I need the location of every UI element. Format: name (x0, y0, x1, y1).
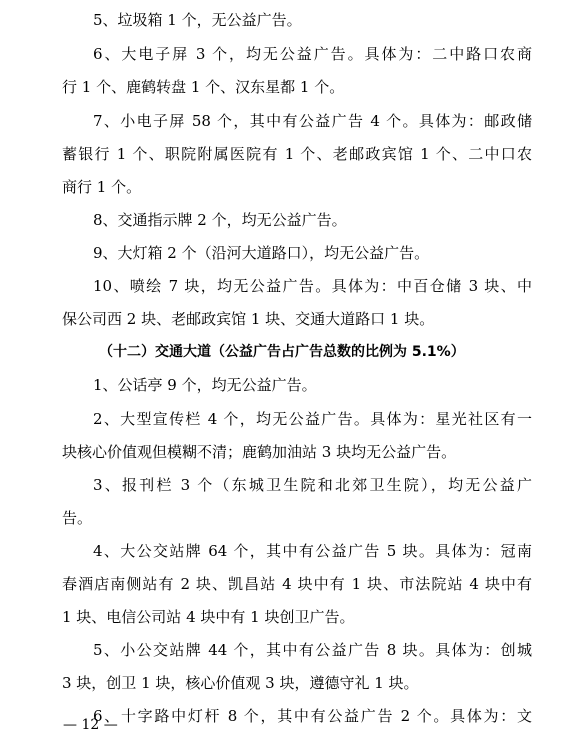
paragraph-line: 3 块，创卫 1 块，核心价值观 3 块，遵德守礼 1 块。 (62, 674, 419, 692)
section-heading: （十二）交通大道（公益广告占广告总数的比例为 5.1%） (99, 344, 465, 360)
paragraph-line: 行 1 个、鹿鹤转盘 1 个、汉东星都 1 个。 (62, 78, 345, 96)
paragraph-line: 商行 1 个。 (62, 178, 142, 196)
paragraph-line: 春酒店南侧站有 2 块、凯昌站 4 块中有 1 块、市法院站 4 块中有 (62, 575, 532, 593)
paragraph-line: 6、十字路中灯杆 8 个，其中有公益广告 2 个。具体为：文 (93, 707, 532, 725)
page-number: — 12 — (63, 717, 118, 733)
paragraph-line: 蓄银行 1 个、职院附属医院有 1 个、老邮政宾馆 1 个、二中口农 (62, 145, 532, 163)
paragraph-line: 7、小电子屏 58 个，其中有公益广告 4 个。具体为：邮政储 (93, 112, 532, 130)
paragraph-line: 4、大公交站牌 64 个，其中有公益广告 5 块。具体为：冠南 (93, 542, 532, 560)
paragraph-line: 1、公话亭 9 个，均无公益广告。 (93, 376, 317, 394)
paragraph-line: 5、小公交站牌 44 个，其中有公益广告 8 块。具体为：创城 (93, 641, 532, 659)
paragraph-line: 告。 (62, 509, 93, 527)
paragraph-line: 6、大电子屏 3 个，均无公益广告。具体为：二中路口农商 (93, 45, 532, 63)
paragraph-line: 3、报刊栏 3 个（东城卫生院和北郊卫生院），均无公益广 (93, 476, 532, 494)
paragraph-line: 9、大灯箱 2 个（沿河大道路口），均无公益广告。 (93, 244, 430, 262)
paragraph-line: 1 块、电信公司站 4 块中有 1 块创卫广告。 (62, 608, 355, 626)
paragraph-line: 块核心价值观但模糊不清；鹿鹤加油站 3 块均无公益广告。 (62, 443, 457, 461)
paragraph-line: 8、交通指示牌 2 个，均无公益广告。 (93, 211, 347, 229)
paragraph-line: 10、喷绘 7 块，均无公益广告。具体为：中百仓储 3 块、中 (93, 277, 532, 295)
paragraph-line: 5、垃圾箱 1 个，无公益广告。 (93, 11, 302, 29)
paragraph-line: 2、大型宣传栏 4 个，均无公益广告。具体为：星光社区有一 (93, 410, 532, 428)
paragraph-line: 保公司西 2 块、老邮政宾馆 1 块、交通大道路口 1 块。 (62, 310, 435, 328)
